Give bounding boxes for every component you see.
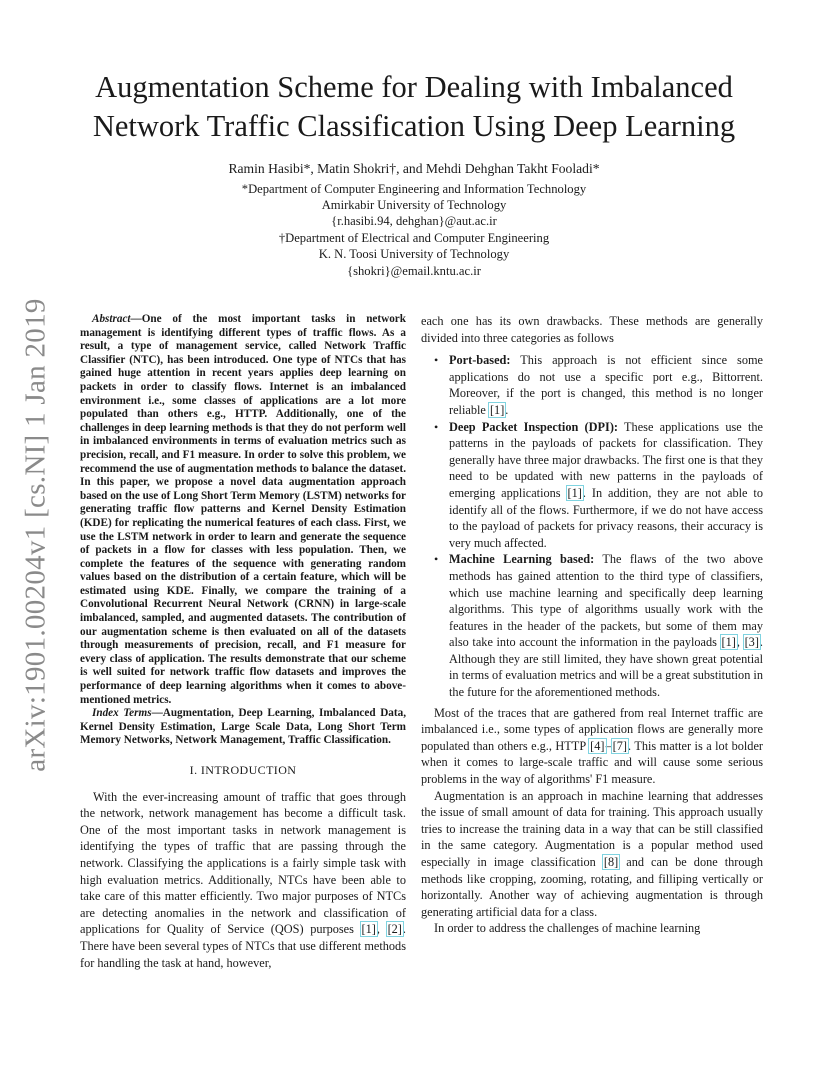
abstract-text: —One of the most important tasks in network management is identifying different types of traffic flows. As a result, a type of management service, called Network Traffic Classifier (NTC), has been introduced. One type of NTCs that has gained huge attention in recent years applies deep learning on packets in order to classify flows. Internet is an imbalanced environment i.e., some classes of applications are a lot more populated than others e.g., HTTP. Additionally, one of the challenges in deep learning methods is that they do not perform well in imbalanced environments in terms of evaluation metrics such as precision, recall, and F1 measure. In order to solve this problem, we recommend the use of augmentation methods to balance the dataset. In this paper, we propose a novel data augmentation approach based on the use of Long Short Term Memory (LSTM) networks for generating traffic flow patterns and Kernel Density Estimation (KDE) for replicating the numerical features of each class. First, we use the LSTM network in order to learn and generate the sequence of packets in a flow for classes with less population. Then, we complete the features of the sequence with generating random values based on the distribution of a certain feature, which will be estimated using KDE. Finally, we compare the training of a Convolutional Recurrent Neural Network (CRNN) in large-scale imbalanced, sampled, and augmented datasets. The contribution of our augmentation scheme is then evaluated on all of the datasets through measurements of precision, recall, and F1 measure for every class of application. The results demonstrate that our scheme is well suited for network traffic flow datasets and improves the performance of deep learning algorithms when it comes to above-mentioned metrics. [80,313,406,706]
list-item-text: This approach is not efficient since some applications do not use a specific port e.g., Bittorrent. Moreover, if the port is changed, this method is no longer reliable [449,353,763,417]
paper-title [0,68,828,146]
index-terms [80,707,406,748]
citation-link[interactable]: [1] [721,635,736,650]
list-item-heading: Deep Packet Inspection (DPI): [449,419,619,434]
list-item: • Machine Learning based: The flaws of the two above methods has gained attention to the third type of classifiers, which use machine learning and specifically deep learning algorithms. This type of algorithms usually work with the features in the header of the packets, but some of them may also take into account the information in the payloads [1], [3]. Although they are still limited, they have shown great potential in terms of evaluation metrics and will be a great substitution in the future for the aforementioned methods. [449,551,763,700]
paragraph-text: . This matter is a lot bolder when it comes to large-scale traffic and will cause some serious problems in the way of algorithms' F1 measure. [421,738,764,787]
citation-link[interactable]: [1] [567,485,582,500]
affiliation-line: {r.hasibi.94, dehghan}@aut.ac.ir [331,214,497,228]
affiliation-line: K. N. Toosi University of Technology [318,247,510,261]
section-heading: I. INTRODUCTION [189,763,297,777]
authors: Ramin Hasibi*, Matin Shokri†, and Mehdi Dehghan Takht Fooladi* [228,161,600,176]
paragraph [421,788,763,921]
list-item-heading: Port-based: [449,353,511,368]
left-column [80,313,406,971]
list-item-text: The flaws of the two above methods has gained attention to the third type of classifiers, which use machine learning and specifically deep learning algorithms. This type of algorithms usually work with the features in the header of the packets, but some of them may also take into account the information in the payloads [449,552,763,650]
abstract [80,313,406,707]
citation-link[interactable]: [3] [744,635,759,650]
arxiv-sidebar [6,298,66,772]
right-column [421,313,763,937]
citation-link[interactable]: [1] [361,922,376,937]
arxiv-identifier: arXiv:1901.00204v1 [cs.NI] 1 Jan 2019 [19,298,52,772]
paragraph-text: Augmentation is an approach in machine learning that addresses the issue of small amount of data for training. This approach usually tries to increase the training data in a way that can be still classified in the same category. Augmentation is a popular method used especially in image classification [421,788,763,869]
list-item: • Port-based: This approach is not efficient since some applications do not use a specific port e.g., Bittorrent. Moreover, if the port is changed, this method is no longer reliable [1]. [449,352,763,418]
paragraph-text: and can be done through methods like cropping, zooming, rotating, and filliping vertically or horizontally. Another way of achieving augmentation is through generating artificial data for a class. [421,855,763,919]
paragraph-text: Most of the traces that are gathered from real Internet traffic are imbalanced i.e., some types of application flows are generally more populated than others e.g., HTTP [421,705,763,753]
list-item-text: . In addition, they are not able to identify all of the flows. Furthermore, if we do not have access to the payload of packets for privacy reasons, their accuracy is very much affected. [449,485,763,550]
title-line-1: Augmentation Scheme for Dealing with Imbalanced [95,70,733,104]
list-item [449,419,763,552]
methods-list [421,352,763,700]
intro-paragraph: With the ever-increasing amount of traffic that goes through the network, network management has become a difficult task. One of the most important tasks in network management is identifying the types of traffic that are passing through the network. Classifying the applications is a fairly simple task with high evaluation metrics. Additionally, NTCs have been able to take care of this matter efficiently. Two major purposes of NTCs are detecting anomalies in the network and classification of applications for Quality of Service (QOS) purposes [1], [2]. There have been several types of NTCs that use different methods for handling the task at hand, however, [80,789,406,970]
list-item-heading: Machine Learning based: [449,552,595,567]
citation-link[interactable]: [2] [387,922,402,937]
intro-text: . There have been several types of NTCs that use different methods for handling the task at hand, however, [80,922,406,970]
affiliation-line: {shokri}@email.kntu.ac.ir [347,264,481,278]
citation-link[interactable]: [1] [489,402,505,417]
paragraph: Most of the traces that are gathered from real Internet traffic are imbalanced i.e., some types of application flows are generally more populated than others e.g., HTTP [4]–[7]. This matter is a lot bolder when it comes to large-scale traffic and will cause some serious problems in the way of algorithms' F1 measure. [421,705,764,787]
citation-link[interactable]: [4] [590,738,605,753]
citation-link[interactable]: [7] [612,738,628,753]
abstract-label: Abstract [92,313,131,325]
title-line-2: Network Traffic Classification Using Deep Learning [92,109,736,143]
list-item-text: These applications use the patterns in the payloads of packets for classification. They generally have three major drawbacks. The first one is that they need to be updated with new patterns in the payloads of emerging applications [449,419,763,500]
list-item-text: . Although they are still limited, they have shown great potential in terms of evaluation metrics and will be a great substitution in the future for the aforementioned methods. [449,635,763,700]
paragraph: each one has its own drawbacks. These methods are generally divided into three categories as follows [421,314,763,345]
affiliation-line: Amirkabir University of Technology [321,198,507,212]
affiliation-line: *Department of Computer Engineering and Information Technology [241,182,587,196]
affiliation-line: †Department of Electrical and Computer Engineering [278,231,550,245]
index-terms-label: Index Terms [92,707,152,720]
citation-link[interactable]: [8] [603,855,619,869]
intro-text: With the ever-increasing amount of traffic that goes through the network, network management has become a difficult task. One of the most important tasks in network management is identifying the types of traffic that are passing through the network. Classifying the applications is a fairly simple task with high evaluation metrics. Additionally, NTCs have been able to take care of this matter efficiently. Two major purposes of NTCs are detecting anomalies in the network and classification of applications for Quality of Service (QOS) purposes [80,789,406,937]
paragraph: In order to address the challenges of machine learning [434,921,701,936]
index-terms-text: —Augmentation, Deep Learning, Imbalanced Data, Kernel Density Estimation, Large Scale Data, Long Short Term Memory Networks, Network Management, Traffic Classification. [80,707,406,747]
